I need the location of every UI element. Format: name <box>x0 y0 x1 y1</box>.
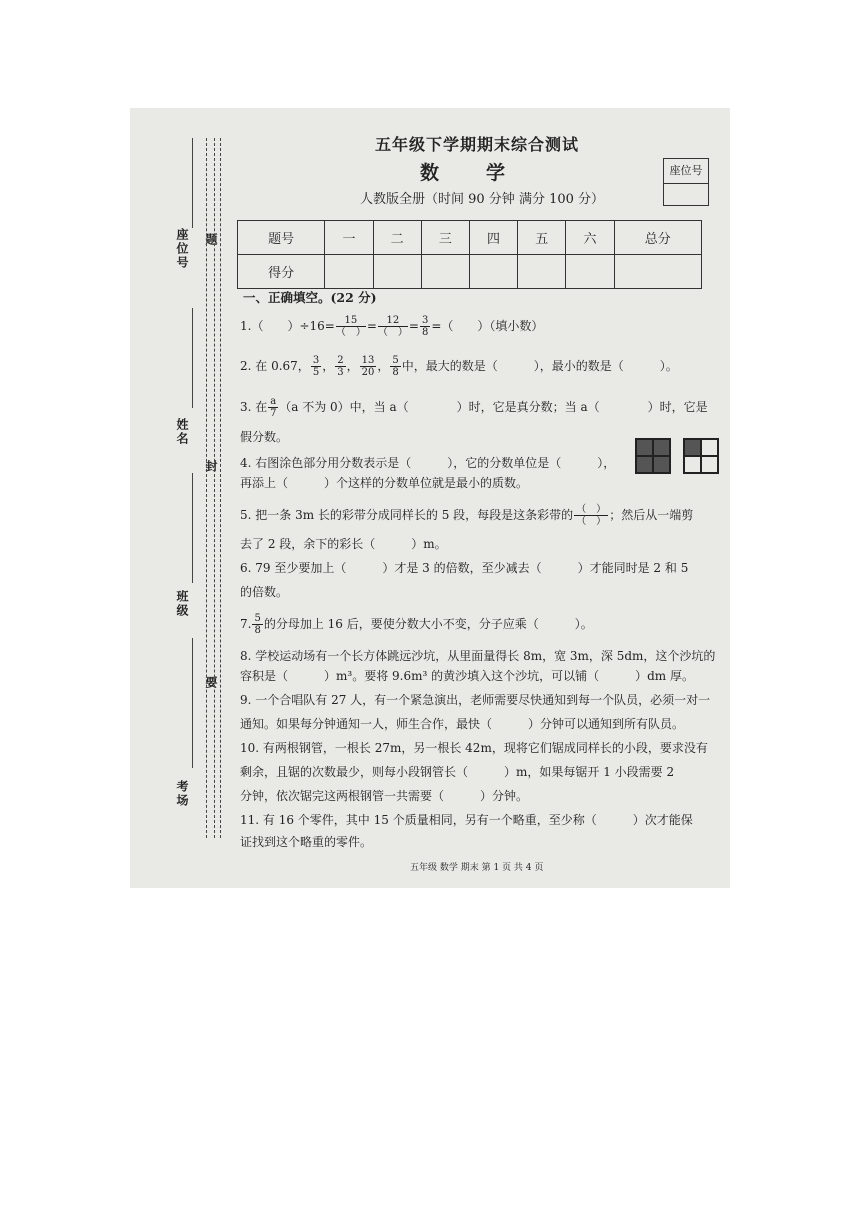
binding-seat-number: 座位号 <box>175 228 189 270</box>
class-blank-line <box>192 473 193 583</box>
q-text: 的分母加上 16 后，要使分数大小不变，分子应乘（ ）。 <box>263 617 593 631</box>
score-cell: 总分 <box>614 221 701 255</box>
q-text: = <box>366 319 377 333</box>
name-blank-line <box>192 138 193 228</box>
denominator: 3 <box>337 367 344 378</box>
seat-number-box <box>663 158 709 206</box>
numerator: 5 <box>392 355 399 366</box>
denominator: 8 <box>392 367 399 378</box>
score-cell: 四 <box>469 221 517 255</box>
question-1 <box>240 314 710 338</box>
question-2 <box>240 354 710 378</box>
question-5-cont <box>240 532 710 556</box>
score-blank[interactable] <box>469 255 517 289</box>
question-11 <box>240 808 710 832</box>
fraction <box>378 315 408 338</box>
numerator: 12 <box>378 315 408 327</box>
denominator: （ ） <box>377 327 408 338</box>
fraction <box>390 355 400 378</box>
binding-exam-room: 考场 <box>175 780 189 808</box>
q-text: 中，最大的数是（ ），最小的数是（ ）。 <box>401 359 678 373</box>
q-text: 3. 在 <box>240 400 268 414</box>
score-table-score-row <box>238 255 702 289</box>
denominator: 5 <box>312 367 320 378</box>
section-heading: 一、正确填空。(22 分) <box>243 290 377 305</box>
q-text: 去了 2 段，余下的彩长（ ）m。 <box>240 537 447 551</box>
question-8-cont <box>240 664 710 688</box>
question-11-cont <box>240 830 710 854</box>
q-text: ， <box>346 359 359 373</box>
denominator: 8 <box>254 625 261 636</box>
numerator: （ ） <box>576 504 607 515</box>
q-text: 分钟，依次锯完这两根钢管一共需要（ ）分钟。 <box>240 789 529 803</box>
score-cell: 一 <box>325 221 373 255</box>
q-text: = <box>408 319 419 333</box>
q-text: 11. 有 16 个零件，其中 15 个质量相同，另有一个略重，至少称（ ）次才能保 <box>240 813 693 827</box>
denominator: （ ） <box>335 327 366 338</box>
numerator: 5 <box>254 613 261 624</box>
score-table-header-row <box>238 221 702 255</box>
score-cell: 题号 <box>238 221 325 255</box>
denominator: 8 <box>421 327 429 338</box>
q-text: 2. 在 0.67， <box>240 359 310 373</box>
score-blank[interactable] <box>566 255 614 289</box>
question-4-cont <box>240 471 710 495</box>
q-text: （a 不为 0）中，当 a（ ）时，它是真分数；当 a（ ）时，它是 <box>279 400 708 414</box>
binding-feng: 封 <box>204 460 218 474</box>
q-text: 再添上（ ）个这样的分数单位就是最小的质数。 <box>240 476 529 490</box>
q-text: 的倍数。 <box>240 585 289 599</box>
fraction <box>574 504 608 527</box>
denominator: （ ） <box>576 516 607 527</box>
exam-paper <box>130 108 730 888</box>
fraction <box>252 613 262 636</box>
q-text: 通知。如果每分钟通知一人，师生合作，最快（ ）分钟可以通知到所有队员。 <box>240 717 685 731</box>
name-blank-line <box>192 308 193 408</box>
numerator: 3 <box>421 315 429 326</box>
score-cell: 二 <box>373 221 421 255</box>
binding-class: 班级 <box>175 590 189 618</box>
q-text: ；然后从一端剪 <box>609 508 694 522</box>
score-blank[interactable] <box>325 255 373 289</box>
binding-yao: 要 <box>204 676 218 690</box>
q-text: =（ ）（填小数） <box>431 319 544 333</box>
question-9 <box>240 688 710 712</box>
question-6-cont <box>240 580 710 604</box>
question-5 <box>240 503 710 527</box>
numerator: 3 <box>312 355 320 366</box>
binding-ti: 题 <box>204 233 218 247</box>
fraction <box>268 396 278 419</box>
q-text: 10. 有两根钢管，一根长 27m，另一根长 42m，现将它们锯成同样长的小段，要求没有 <box>240 741 708 755</box>
binding-name: 姓名 <box>175 418 189 446</box>
q-text: 假分数。 <box>240 430 289 444</box>
numerator: 2 <box>337 355 344 366</box>
question-7 <box>240 612 710 636</box>
subject-title: 数 学 <box>420 162 520 184</box>
score-cell: 得分 <box>238 255 325 289</box>
numerator: a <box>270 396 277 407</box>
q-text: ， <box>377 359 390 373</box>
fraction <box>335 355 345 378</box>
binding-dashed-line <box>206 138 207 838</box>
score-blank[interactable] <box>421 255 469 289</box>
score-blank[interactable] <box>518 255 566 289</box>
denominator: 7 <box>270 408 277 419</box>
exam-subtitle: 人教版全册（时间 90 分钟 满分 100 分） <box>360 192 605 207</box>
binding-dashed-line <box>214 138 215 838</box>
q-text: 容积是（ ）m³。要将 9.6m³ 的黄沙填入这个沙坑，可以铺（ ）dm 厚。 <box>240 669 694 683</box>
page-footer: 五年级 数学 期末 第 1 页 共 4 页 <box>410 863 544 873</box>
q-text: 5. 把一条 3m 长的彩带分成同样长的 5 段，每段是这条彩带的 <box>240 508 574 522</box>
q-text: 8. 学校运动场有一个长方体跳远沙坑，从里面量得长 8m，宽 3m，深 5dm，这个沙坑的 <box>240 649 716 663</box>
fraction <box>360 355 377 378</box>
exam-title: 五年级下学期期末综合测试 <box>375 135 580 154</box>
question-10-cont2 <box>240 784 710 808</box>
question-10-cont <box>240 760 710 784</box>
q-text: 剩余，且锯的次数最少，则每小段钢管长（ ）m，如果每锯开 1 小段需要 2 <box>240 765 675 779</box>
numerator: 13 <box>361 355 375 366</box>
question-3 <box>240 395 710 419</box>
score-cell: 五 <box>518 221 566 255</box>
q-text: 6. 79 至少要加上（ ）才是 3 的倍数，至少减去（ ）才能同时是 2 和 5 <box>240 561 689 575</box>
seat-number-label: 座位号 <box>664 159 708 184</box>
numerator: 15 <box>336 315 366 327</box>
q-text: 证找到这个略重的零件。 <box>240 835 373 849</box>
score-cell: 六 <box>566 221 614 255</box>
fraction <box>311 355 321 378</box>
score-blank[interactable] <box>614 255 701 289</box>
score-cell: 三 <box>421 221 469 255</box>
denominator: 20 <box>361 367 375 378</box>
q-text: 4. 右图涂色部分用分数表示是（ ），它的分数单位是（ ）， <box>240 456 616 470</box>
shaded-square-quarter <box>683 438 719 474</box>
q-text: ， <box>322 359 335 373</box>
score-table <box>237 220 702 289</box>
q-text: 9. 一个合唱队有 27 人，有一个紧急演出，老师需要尽快通知到每一个队员，必须一对一 <box>240 693 711 707</box>
q-text: 7. <box>240 617 252 631</box>
q-text: 1.（ ）÷16= <box>240 319 335 333</box>
question-9-cont <box>240 712 710 736</box>
shaded-square-full <box>635 438 671 474</box>
question-6 <box>240 556 710 580</box>
question-10 <box>240 736 710 760</box>
binding-dashed-line <box>220 138 221 838</box>
fraction <box>336 315 366 338</box>
score-blank[interactable] <box>373 255 421 289</box>
fraction <box>420 315 430 338</box>
room-blank-line <box>192 638 193 768</box>
